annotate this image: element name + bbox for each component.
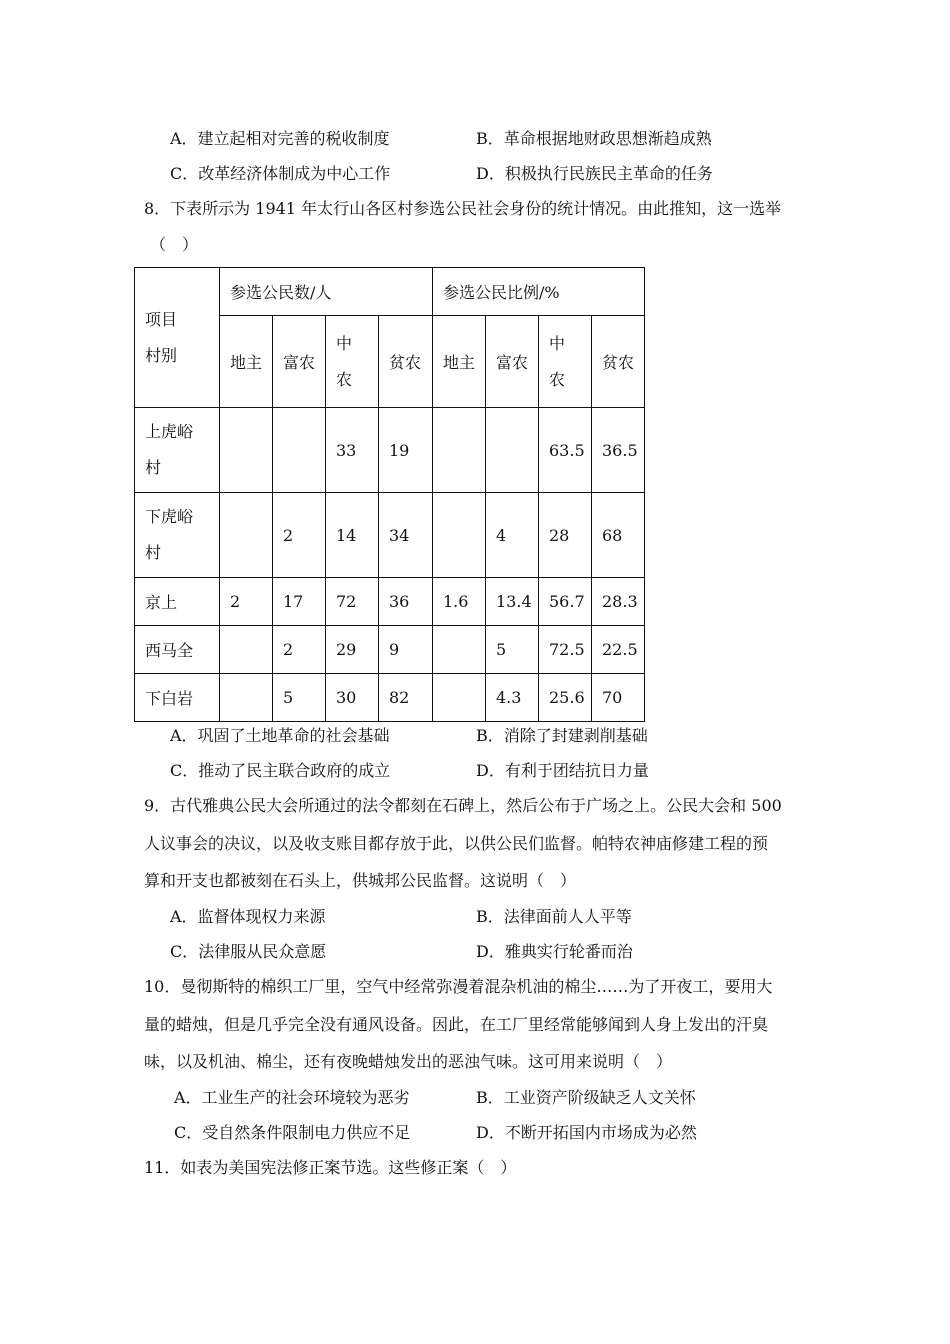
- col-middle-pct-char-2: 农: [549, 369, 566, 389]
- table-cell: 72.5: [539, 626, 592, 674]
- col-middle-pct-char-1: 中: [549, 333, 566, 353]
- table-cell: 36: [379, 578, 433, 626]
- q7-option-a: A．建立起相对完善的税收制度: [170, 129, 390, 148]
- table-group-ratio-header: 参选公民比例/%: [433, 268, 645, 316]
- col-rich-peasant: 富农: [273, 316, 326, 408]
- village-name-line2: 村: [145, 458, 162, 477]
- row-village-name: [135, 493, 220, 578]
- table-cell: 2: [273, 493, 326, 578]
- q9-option-c: C．法律服从民众意愿: [170, 942, 327, 961]
- q8-stem-bracket: （ ）: [150, 235, 199, 254]
- q10-stem-line3: 味，以及机油、棉尘，还有夜晚蜡烛发出的恶浊气味。这可用来说明（ ）: [144, 1052, 673, 1071]
- table-cell: [486, 408, 539, 493]
- row-village-name: [135, 408, 220, 493]
- table-cell: 29: [326, 626, 379, 674]
- col-middle-peasant: [326, 316, 379, 408]
- q9-stem-line2: 人议事会的决议，以及收支账目都存放于此，以供公民们监督。帕特农神庙修建工程的预: [144, 834, 769, 853]
- table-row: [135, 493, 645, 578]
- table-cell: 56.7: [539, 578, 592, 626]
- col-landlord: 地主: [220, 316, 273, 408]
- row-village-name: 下白岩: [135, 674, 220, 722]
- q7-option-b: B．革命根据地财政思想渐趋成熟: [476, 129, 712, 148]
- table-cell: 34: [379, 493, 433, 578]
- q8-option-a: A．巩固了土地革命的社会基础: [170, 726, 390, 745]
- q10-option-d: D．不断开拓国内市场成为必然: [476, 1123, 697, 1142]
- q8-option-c: C．推动了民主联合政府的成立: [170, 761, 391, 780]
- table-cell: [433, 674, 486, 722]
- village-name-line1: 上虎峪: [145, 422, 194, 441]
- q9-option-d: D．雅典实行轮番而治: [476, 942, 633, 961]
- table-cell: 82: [379, 674, 433, 722]
- table-cell: 2: [220, 578, 273, 626]
- table-cell: 5: [486, 626, 539, 674]
- table-cell: [220, 408, 273, 493]
- q9-option-a: A．监督体现权力来源: [170, 907, 326, 926]
- q9-option-b: B．法律面前人人平等: [476, 907, 632, 926]
- table-cell: 9: [379, 626, 433, 674]
- table-cell: 72: [326, 578, 379, 626]
- q8-stem: 8．下表所示为 1941 年太行山各区村参选公民社会身份的统计情况。由此推知，这一选举: [144, 199, 782, 218]
- table-cell: 14: [326, 493, 379, 578]
- row-village-name: 京上: [135, 578, 220, 626]
- table-cell: 30: [326, 674, 379, 722]
- table-cell: 4.3: [486, 674, 539, 722]
- election-census-table: [134, 267, 645, 722]
- table-row: [135, 626, 645, 674]
- table-cell: [220, 626, 273, 674]
- q8-option-d: D．有利于团结抗日力量: [476, 761, 649, 780]
- village-name-line2: 村: [145, 543, 162, 562]
- table-cell: [220, 493, 273, 578]
- table-header-item-village: [135, 268, 220, 408]
- table-cell: 13.4: [486, 578, 539, 626]
- q7-option-d: D．积极执行民族民主革命的任务: [476, 164, 713, 183]
- table-cell: 68: [592, 493, 645, 578]
- table-row: [135, 674, 645, 722]
- header-item-label: 项目: [145, 309, 178, 329]
- q10-stem-line2: 量的蜡烛，但是几乎完全没有通风设备。因此，在工厂里经常能够闻到人身上发出的汗臭: [144, 1015, 769, 1034]
- table-cell: [433, 626, 486, 674]
- table-cell: 63.5: [539, 408, 592, 493]
- table-cell: 33: [326, 408, 379, 493]
- q10-option-a: A．工业生产的社会环境较为恶劣: [174, 1088, 410, 1107]
- table-cell: 5: [273, 674, 326, 722]
- col-rich-peasant-pct: 富农: [486, 316, 539, 408]
- table-row: [135, 578, 645, 626]
- q8-option-b: B．消除了封建剥削基础: [476, 726, 648, 745]
- table-cell: [433, 408, 486, 493]
- table-cell: [433, 493, 486, 578]
- q10-option-c: C．受自然条件限制电力供应不足: [174, 1123, 411, 1142]
- table-group-count-header: 参选公民数/人: [220, 268, 433, 316]
- table-cell: 22.5: [592, 626, 645, 674]
- q10-stem-line1: 10．曼彻斯特的棉织工厂里，空气中经常弥漫着混杂机油的棉尘……为了开夜工，要用大: [144, 977, 773, 996]
- table-cell: 2: [273, 626, 326, 674]
- table-cell: 70: [592, 674, 645, 722]
- table-cell: 17: [273, 578, 326, 626]
- table-cell: 19: [379, 408, 433, 493]
- q10-option-b: B．工业资产阶级缺乏人文关怀: [476, 1088, 696, 1107]
- table-cell: [220, 674, 273, 722]
- table-cell: [273, 408, 326, 493]
- village-name-line1: 下虎峪: [145, 507, 194, 526]
- q9-stem-line3: 算和开支也都被刻在石头上，供城邦公民监督。这说明（ ）: [144, 871, 577, 890]
- col-poor-peasant: 贫农: [379, 316, 433, 408]
- table-cell: 28.3: [592, 578, 645, 626]
- col-landlord-pct: 地主: [433, 316, 486, 408]
- q9-stem-line1: 9．古代雅典公民大会所通过的法令都刻在石碑上，然后公布于广场之上。公民大会和 500: [144, 796, 782, 815]
- table-row: [135, 408, 645, 493]
- table-cell: 36.5: [592, 408, 645, 493]
- q7-option-c: C．改革经济体制成为中心工作: [170, 164, 391, 183]
- table-cell: 28: [539, 493, 592, 578]
- table-cell: 1.6: [433, 578, 486, 626]
- table-cell: 4: [486, 493, 539, 578]
- col-poor-peasant-pct: 贫农: [592, 316, 645, 408]
- col-middle-char-2: 农: [336, 369, 353, 389]
- q11-stem: 11．如表为美国宪法修正案节选。这些修正案（ ）: [144, 1158, 517, 1177]
- col-middle-peasant-pct: [539, 316, 592, 408]
- table-cell: 25.6: [539, 674, 592, 722]
- col-middle-char-1: 中: [336, 333, 353, 353]
- row-village-name: 西马全: [135, 626, 220, 674]
- header-village-label: 村别: [145, 345, 178, 365]
